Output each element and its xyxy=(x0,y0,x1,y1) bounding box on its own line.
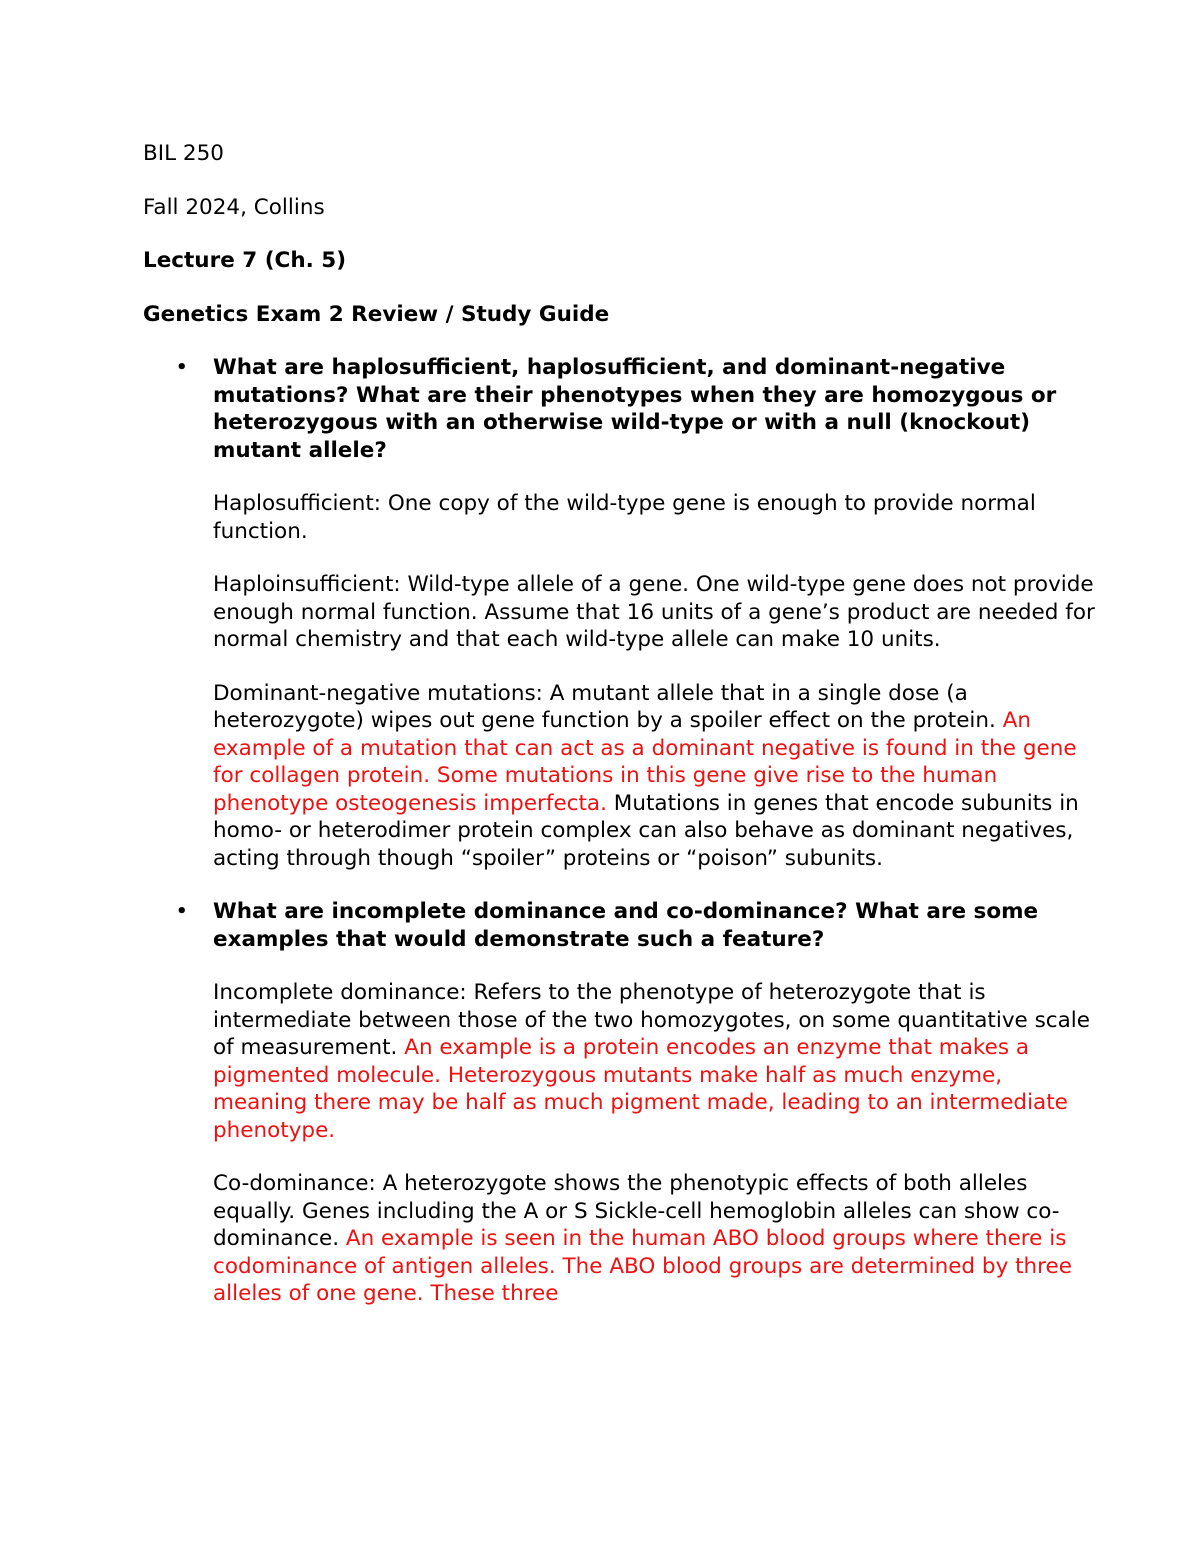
answer-text: Dominant-negative mutations: A mutant allele that in a single dose (a heterozygote) wipes out gene function by a spoiler effect on the protein. xyxy=(213,680,1003,733)
course-code: BIL 250 xyxy=(143,141,224,166)
lecture-heading: Lecture 7 (Ch. 5) xyxy=(143,248,347,273)
answer-highlight: An example is a protein encodes an enzyme that makes a pigmented molecule. Heterozygous mutants make half as much enzyme, meaning there may be half as much pigment made, leading to an intermediate phenotype. xyxy=(213,1035,1068,1143)
question-text: What are haplosufficient, haplosufficient, and dominant-negative mutations? What are their phenotypes when they are homozygous or heterozygous with an otherwise wild-type or with a null (knockout) mutant allele? xyxy=(213,355,1057,463)
answer-text: Co-dominance: A heterozygote shows the phenotypic effects of both alleles equally. Genes including the A or S Sickle-cell hemoglobin alleles can show co-dominance. xyxy=(213,1171,1060,1251)
question-item xyxy=(143,898,1103,1308)
answer-text: Haplosufficient: One copy of the wild-type gene is enough to provide normal function. xyxy=(213,491,1036,544)
answer-paragraph xyxy=(213,680,1103,873)
answer-text: Haploinsufficient: Wild-type allele of a gene. One wild-type gene does not provide enough normal function. Assume that 16 units of a gene’s product are needed for normal chemistry and that each wild-type allele can make 10 units. xyxy=(213,572,1095,652)
question-item xyxy=(143,354,1103,872)
bullet-icon: • xyxy=(176,901,188,922)
question-list xyxy=(143,354,1103,1308)
answer-highlight: An example is seen in the human ABO blood groups where there is codominance of antigen alleles. The ABO blood groups are determined by three alleles of one gene. These three xyxy=(213,1226,1073,1306)
document-page xyxy=(143,140,1103,1334)
answer-paragraph xyxy=(213,571,1103,654)
answer-highlight: An example of a mutation that can act as a dominant negative is found in the gene for collagen protein. Some mutations in this gene give rise to the human phenotype osteogenesis imperfecta. xyxy=(213,708,1077,816)
question-text: What are incomplete dominance and co-dominance? What are some examples that would demonstrate such a feature? xyxy=(213,899,1039,952)
answer-tail: Mutations in genes that encode subunits in homo- or heterodimer protein complex can also behave as dominant negatives, acting through though “spoiler” proteins or “poison” subunits. xyxy=(213,790,1079,871)
term-instructor: Fall 2024, Collins xyxy=(143,194,325,220)
bullet-icon: • xyxy=(176,357,188,378)
answer-paragraph xyxy=(213,1170,1103,1308)
page-title: Genetics Exam 2 Review / Study Guide xyxy=(143,301,610,327)
answer-paragraph xyxy=(213,979,1103,1144)
answer-text: Incomplete dominance: Refers to the phenotype of heterozygote that is intermediate between those of the two homozygotes, on some quantitative scale of measurement. xyxy=(213,980,1090,1060)
answer-paragraph xyxy=(213,490,1103,545)
